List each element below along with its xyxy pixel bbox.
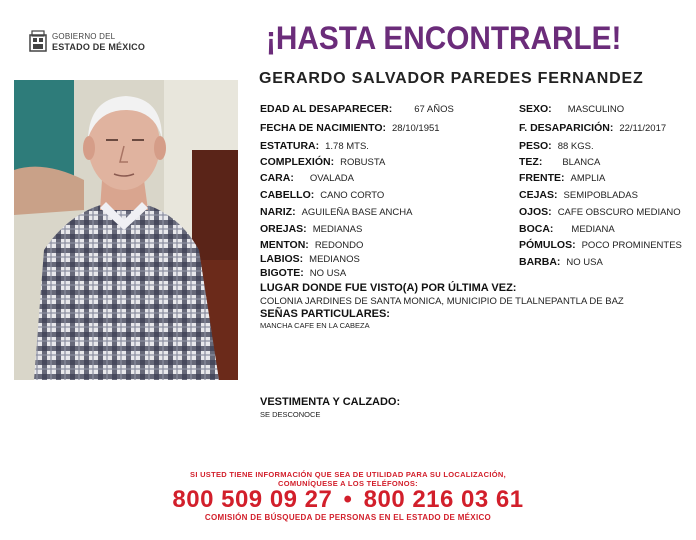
field-age: EDAD AL DESAPARECER: 67 AÑOS <box>260 103 454 115</box>
field-forehead: FRENTE: AMPLIA <box>519 172 606 184</box>
last-seen-value: COLONIA JARDINES DE SANTA MONICA, MUNICIPIO DE TLALNEPANTLA DE BAZ <box>260 296 624 307</box>
field-mouth: BOCA: MEDIANA <box>519 223 615 235</box>
field-eyes: OJOS: CAFE OBSCURO MEDIANO <box>519 206 681 218</box>
footer-info-line2: COMUNÍQUESE A LOS TELÉFONOS: <box>278 479 418 488</box>
gov-line1: GOBIERNO DEL <box>52 32 116 41</box>
field-weight: PESO: 88 KGS. <box>519 140 594 152</box>
field-lips: LABIOS: MEDIANOS <box>260 253 360 265</box>
person-photo <box>14 80 238 380</box>
commission-name: COMISIÓN DE BÚSQUEDA DE PERSONAS EN EL ESTADO DE MÉXICO <box>204 513 492 522</box>
field-eyebrows: CEJAS: SEMIPOBLADAS <box>519 189 638 201</box>
distinguishing-marks-label: SEÑAS PARTICULARES: <box>260 308 390 320</box>
field-chin: MENTON: REDONDO <box>260 239 364 251</box>
phone-numbers <box>0 486 696 514</box>
field-complexion: TEZ: BLANCA <box>519 156 601 168</box>
field-hair: CABELLO: CANO CORTO <box>260 189 385 201</box>
clothing-value: SE DESCONOCE <box>260 410 321 419</box>
field-height: ESTATURA: 1.78 MTS. <box>260 140 369 152</box>
phone-number-1[interactable]: 800 509 09 27 <box>172 486 333 513</box>
state-emblem-icon <box>28 29 48 53</box>
field-mustache: BIGOTE: NO USA <box>260 267 347 279</box>
field-face: CARA: OVALADA <box>260 172 355 184</box>
government-logo <box>28 29 148 57</box>
field-beard: BARBA: NO USA <box>519 256 603 268</box>
field-sex: SEXO: MASCULINO <box>519 103 625 115</box>
field-disappearance-date: F. DESAPARICIÓN: 22/11/2017 <box>519 122 667 134</box>
phone-number-2[interactable]: 800 216 03 61 <box>363 486 524 513</box>
distinguishing-marks-value: MANCHA CAFE EN LA CABEZA <box>260 321 370 330</box>
field-nose: NARIZ: AGUILEÑA BASE ANCHA <box>260 206 413 218</box>
field-ears: OREJAS: MEDIANAS <box>260 223 363 235</box>
portrait-illustration <box>14 80 238 380</box>
person-name: GERARDO SALVADOR PAREDES FERNANDEZ <box>259 70 644 87</box>
clothing-label: VESTIMENTA Y CALZADO: <box>260 396 401 408</box>
bullet-separator: • <box>343 486 353 513</box>
footer-info-line1: SI USTED TIENE INFORMACIÓN QUE SEA DE UTILIDAD PARA SU LOCALIZACIÓN, <box>190 470 506 479</box>
last-seen-label: LUGAR DONDE FUE VISTO(A) POR ÚLTIMA VEZ: <box>260 282 517 294</box>
gov-line2: ESTADO DE MÉXICO <box>52 42 146 52</box>
field-build: COMPLEXIÓN: ROBUSTA <box>260 156 386 168</box>
headline: ¡HASTA ENCONTRARLE! <box>266 20 622 56</box>
field-birthdate: FECHA DE NACIMIENTO: 28/10/1951 <box>260 122 440 134</box>
field-cheekbones: PÓMULOS: POCO PROMINENTES <box>519 239 682 251</box>
